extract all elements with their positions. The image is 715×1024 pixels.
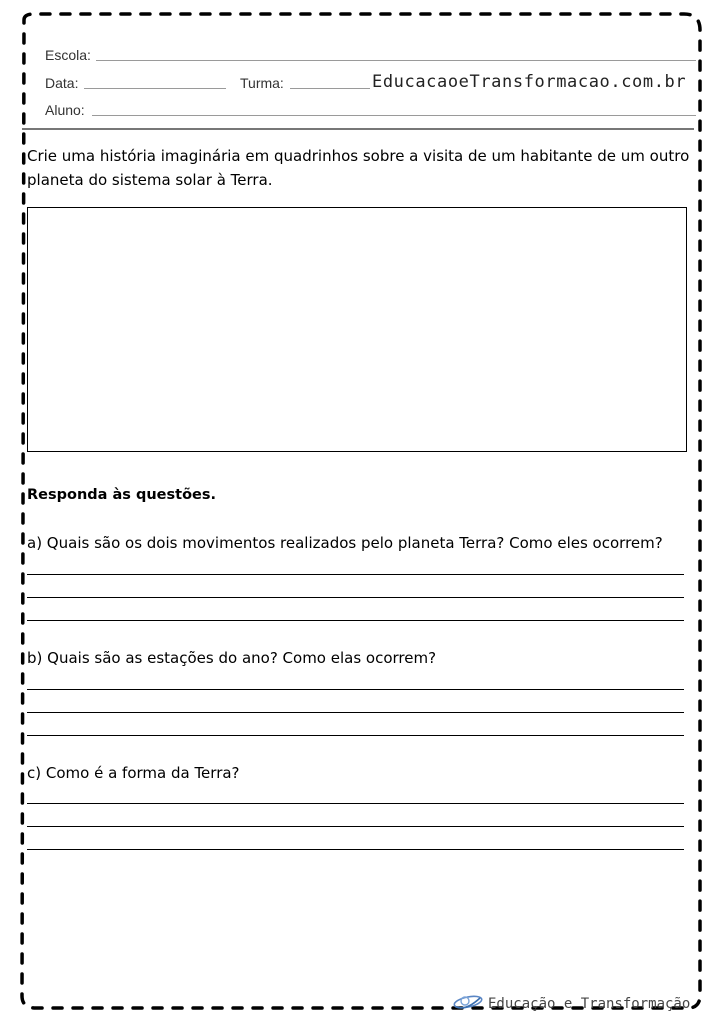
answer-line[interactable] bbox=[27, 689, 684, 690]
answer-line[interactable] bbox=[27, 849, 684, 850]
answer-line[interactable] bbox=[27, 735, 684, 736]
school-label: Escola: bbox=[45, 47, 91, 63]
comic-drawing-box[interactable] bbox=[27, 207, 687, 452]
answer-line[interactable] bbox=[27, 574, 684, 575]
activity-prompt: Crie uma história imaginária em quadrinhos sobre a visita de um habitante de um outro planeta do sistema solar à Terra. bbox=[27, 147, 690, 189]
site-url: EducacaoeTransformacao.com.br bbox=[372, 72, 687, 92]
class-label: Turma: bbox=[240, 75, 284, 91]
answer-line[interactable] bbox=[27, 620, 684, 621]
orbit-swoosh-icon bbox=[452, 990, 484, 1017]
class-field-line[interactable] bbox=[290, 88, 370, 89]
footer-brand-text: Educação e Transformação bbox=[488, 995, 691, 1012]
student-field-line[interactable] bbox=[92, 115, 696, 116]
answer-line[interactable] bbox=[27, 826, 684, 827]
answer-line[interactable] bbox=[27, 597, 684, 598]
section-title: Responda às questões. bbox=[27, 487, 217, 503]
question-b: b) Quais são as estações do ano? Como elas ocorrem? bbox=[27, 649, 437, 667]
answer-line[interactable] bbox=[27, 803, 684, 804]
header-divider bbox=[22, 128, 694, 130]
student-label: Aluno: bbox=[45, 102, 85, 118]
question-a: a) Quais são os dois movimentos realizados pelo planeta Terra? Como eles ocorrem? bbox=[27, 534, 663, 552]
date-field-line[interactable] bbox=[84, 88, 226, 89]
school-field-line[interactable] bbox=[96, 60, 696, 61]
footer-brand bbox=[452, 990, 690, 1017]
answer-line[interactable] bbox=[27, 712, 684, 713]
question-c: c) Como é a forma da Terra? bbox=[27, 764, 240, 782]
date-label: Data: bbox=[45, 75, 79, 91]
